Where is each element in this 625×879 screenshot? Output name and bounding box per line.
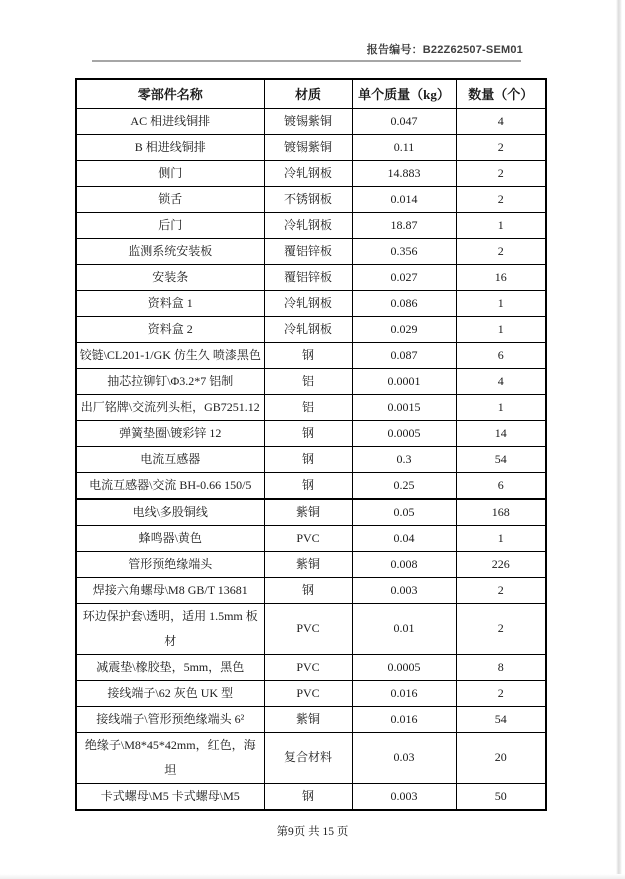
mass-cell: 0.0005 <box>352 420 456 446</box>
material-cell: PVC <box>264 603 352 654</box>
part-name-cell: 接线端子\62 灰色 UK 型 <box>76 680 264 706</box>
part-name-cell: 蜂鸣器\黄色 <box>76 525 264 551</box>
mass-cell: 0.029 <box>352 316 456 342</box>
table-row <box>76 525 546 551</box>
material-cell: 钢 <box>264 446 352 472</box>
mass-cell: 0.008 <box>352 551 456 577</box>
quantity-cell: 14 <box>456 420 546 446</box>
part-name-cell: 卡式螺母\M5 卡式螺母\M5 <box>76 783 264 810</box>
quantity-cell: 2 <box>456 603 546 654</box>
mass-cell: 0.0005 <box>352 654 456 680</box>
table-row <box>76 394 546 420</box>
mass-cell: 0.3 <box>352 446 456 472</box>
quantity-cell: 54 <box>456 446 546 472</box>
mass-cell: 0.047 <box>352 108 456 134</box>
material-cell: 钢 <box>264 472 352 499</box>
quantity-cell: 1 <box>456 212 546 238</box>
mass-cell: 0.014 <box>352 186 456 212</box>
quantity-cell: 2 <box>456 186 546 212</box>
material-cell: 覆铝锌板 <box>264 264 352 290</box>
table-row <box>76 238 546 264</box>
part-name-cell: 减震垫\橡胶垫，5mm，黑色 <box>76 654 264 680</box>
part-name-cell: 铰链\CL201-1/GK 仿生久 喷漆黑色 <box>76 342 264 368</box>
report-number-label: 报告编号： <box>366 44 423 56</box>
table-row <box>76 342 546 368</box>
quantity-cell: 2 <box>456 134 546 160</box>
part-name-cell: 安装条 <box>76 264 264 290</box>
table-row <box>76 108 546 134</box>
quantity-cell: 6 <box>456 342 546 368</box>
mass-cell: 0.03 <box>352 732 456 783</box>
col-header-material: 材质 <box>264 79 352 108</box>
quantity-cell: 2 <box>456 680 546 706</box>
quantity-cell: 20 <box>456 732 546 783</box>
mass-cell: 0.003 <box>352 577 456 603</box>
part-name-cell: 监测系统安装板 <box>76 238 264 264</box>
material-cell: 钢 <box>264 420 352 446</box>
material-cell: 镀锡紫铜 <box>264 108 352 134</box>
table-row <box>76 290 546 316</box>
table-row <box>76 264 546 290</box>
material-cell: 镀锡紫铜 <box>264 134 352 160</box>
mass-cell: 0.11 <box>352 134 456 160</box>
material-cell: 紫铜 <box>264 706 352 732</box>
material-cell: 钢 <box>264 342 352 368</box>
mass-cell: 0.356 <box>352 238 456 264</box>
part-name-cell: 出厂铭牌\交流列头柜，GB7251.12 <box>76 394 264 420</box>
material-cell: PVC <box>264 654 352 680</box>
table-row <box>76 186 546 212</box>
table-row <box>76 368 546 394</box>
parts-table <box>75 78 547 811</box>
table-row <box>76 472 546 499</box>
quantity-cell: 1 <box>456 394 546 420</box>
quantity-cell: 4 <box>456 108 546 134</box>
col-header-quantity: 数量（个） <box>456 79 546 108</box>
table-row <box>76 446 546 472</box>
material-cell: PVC <box>264 525 352 551</box>
mass-cell: 0.016 <box>352 706 456 732</box>
quantity-cell: 50 <box>456 783 546 810</box>
report-number-line <box>367 41 523 57</box>
mass-cell: 18.87 <box>352 212 456 238</box>
mass-cell: 0.05 <box>352 499 456 526</box>
part-name-cell: 环边保护套\透明，适用 1.5mm 板材 <box>76 603 264 654</box>
table-row <box>76 316 546 342</box>
quantity-cell: 6 <box>456 472 546 499</box>
material-cell: 紫铜 <box>264 551 352 577</box>
material-cell: 钢 <box>264 783 352 810</box>
quantity-cell: 168 <box>456 499 546 526</box>
mass-cell: 0.016 <box>352 680 456 706</box>
material-cell: 冷轧钢板 <box>264 290 352 316</box>
mass-cell: 0.087 <box>352 342 456 368</box>
quantity-cell: 4 <box>456 368 546 394</box>
mass-cell: 0.25 <box>352 472 456 499</box>
material-cell: 铝 <box>264 368 352 394</box>
part-name-cell: 电流互感器 <box>76 446 264 472</box>
quantity-cell: 16 <box>456 264 546 290</box>
col-header-part-name: 零部件名称 <box>76 79 264 108</box>
table-row <box>76 499 546 526</box>
material-cell: 覆铝锌板 <box>264 238 352 264</box>
quantity-cell: 2 <box>456 160 546 186</box>
table-row <box>76 783 546 810</box>
material-cell: 钢 <box>264 577 352 603</box>
table-row <box>76 706 546 732</box>
part-name-cell: 资料盒 1 <box>76 290 264 316</box>
table-row <box>76 577 546 603</box>
material-cell: 紫铜 <box>264 499 352 526</box>
table-header-row <box>76 79 546 108</box>
material-cell: 复合材料 <box>264 732 352 783</box>
table-row <box>76 134 546 160</box>
table-row <box>76 603 546 654</box>
table-row <box>76 420 546 446</box>
quantity-cell: 226 <box>456 551 546 577</box>
quantity-cell: 1 <box>456 316 546 342</box>
mass-cell: 0.086 <box>352 290 456 316</box>
material-cell: 铝 <box>264 394 352 420</box>
material-cell: 冷轧钢板 <box>264 316 352 342</box>
part-name-cell: 焊接六角螺母\M8 GB/T 13681 <box>76 577 264 603</box>
col-header-unit-mass: 单个质量（kg） <box>352 79 456 108</box>
mass-cell: 0.027 <box>352 264 456 290</box>
part-name-cell: 资料盒 2 <box>76 316 264 342</box>
table-row <box>76 551 546 577</box>
part-name-cell: 抽芯拉铆钉\Φ3.2*7 铝制 <box>76 368 264 394</box>
table-row <box>76 212 546 238</box>
quantity-cell: 1 <box>456 290 546 316</box>
part-name-cell: 接线端子\管形预绝缘端头 6² <box>76 706 264 732</box>
material-cell: 不锈钢板 <box>264 186 352 212</box>
quantity-cell: 8 <box>456 654 546 680</box>
quantity-cell: 1 <box>456 525 546 551</box>
material-cell: PVC <box>264 680 352 706</box>
quantity-cell: 2 <box>456 577 546 603</box>
quantity-cell: 54 <box>456 706 546 732</box>
parts-table-body <box>76 108 546 810</box>
mass-cell: 0.0001 <box>352 368 456 394</box>
material-cell: 冷轧钢板 <box>264 160 352 186</box>
mass-cell: 0.0015 <box>352 394 456 420</box>
part-name-cell: AC 相进线铜排 <box>76 108 264 134</box>
quantity-cell: 2 <box>456 238 546 264</box>
part-name-cell: 侧门 <box>76 160 264 186</box>
part-name-cell: 管形预绝缘端头 <box>76 551 264 577</box>
part-name-cell: 后门 <box>76 212 264 238</box>
mass-cell: 0.04 <box>352 525 456 551</box>
table-row <box>76 160 546 186</box>
part-name-cell: 锁舌 <box>76 186 264 212</box>
table-row <box>76 680 546 706</box>
part-name-cell: 绝缘子\M8*45*42mm，红色，海坦 <box>76 732 264 783</box>
page-edge-shadow-bottom <box>0 874 625 879</box>
report-number-value: B22Z62507-SEM01 <box>422 44 523 56</box>
part-name-cell: 电流互感器\交流 BH-0.66 150/5 <box>76 472 264 499</box>
table-row <box>76 654 546 680</box>
mass-cell: 0.003 <box>352 783 456 810</box>
mass-cell: 0.01 <box>352 603 456 654</box>
material-cell: 冷轧钢板 <box>264 212 352 238</box>
part-name-cell: 电线\多股铜线 <box>76 499 264 526</box>
mass-cell: 14.883 <box>352 160 456 186</box>
header-rule <box>92 60 521 62</box>
part-name-cell: 弹簧垫圈\镀彩锌 12 <box>76 420 264 446</box>
page-footer: 第9页 共 15 页 <box>276 826 349 838</box>
page-edge-shadow-right <box>616 0 622 879</box>
part-name-cell: B 相进线铜排 <box>76 134 264 160</box>
table-row <box>76 732 546 783</box>
